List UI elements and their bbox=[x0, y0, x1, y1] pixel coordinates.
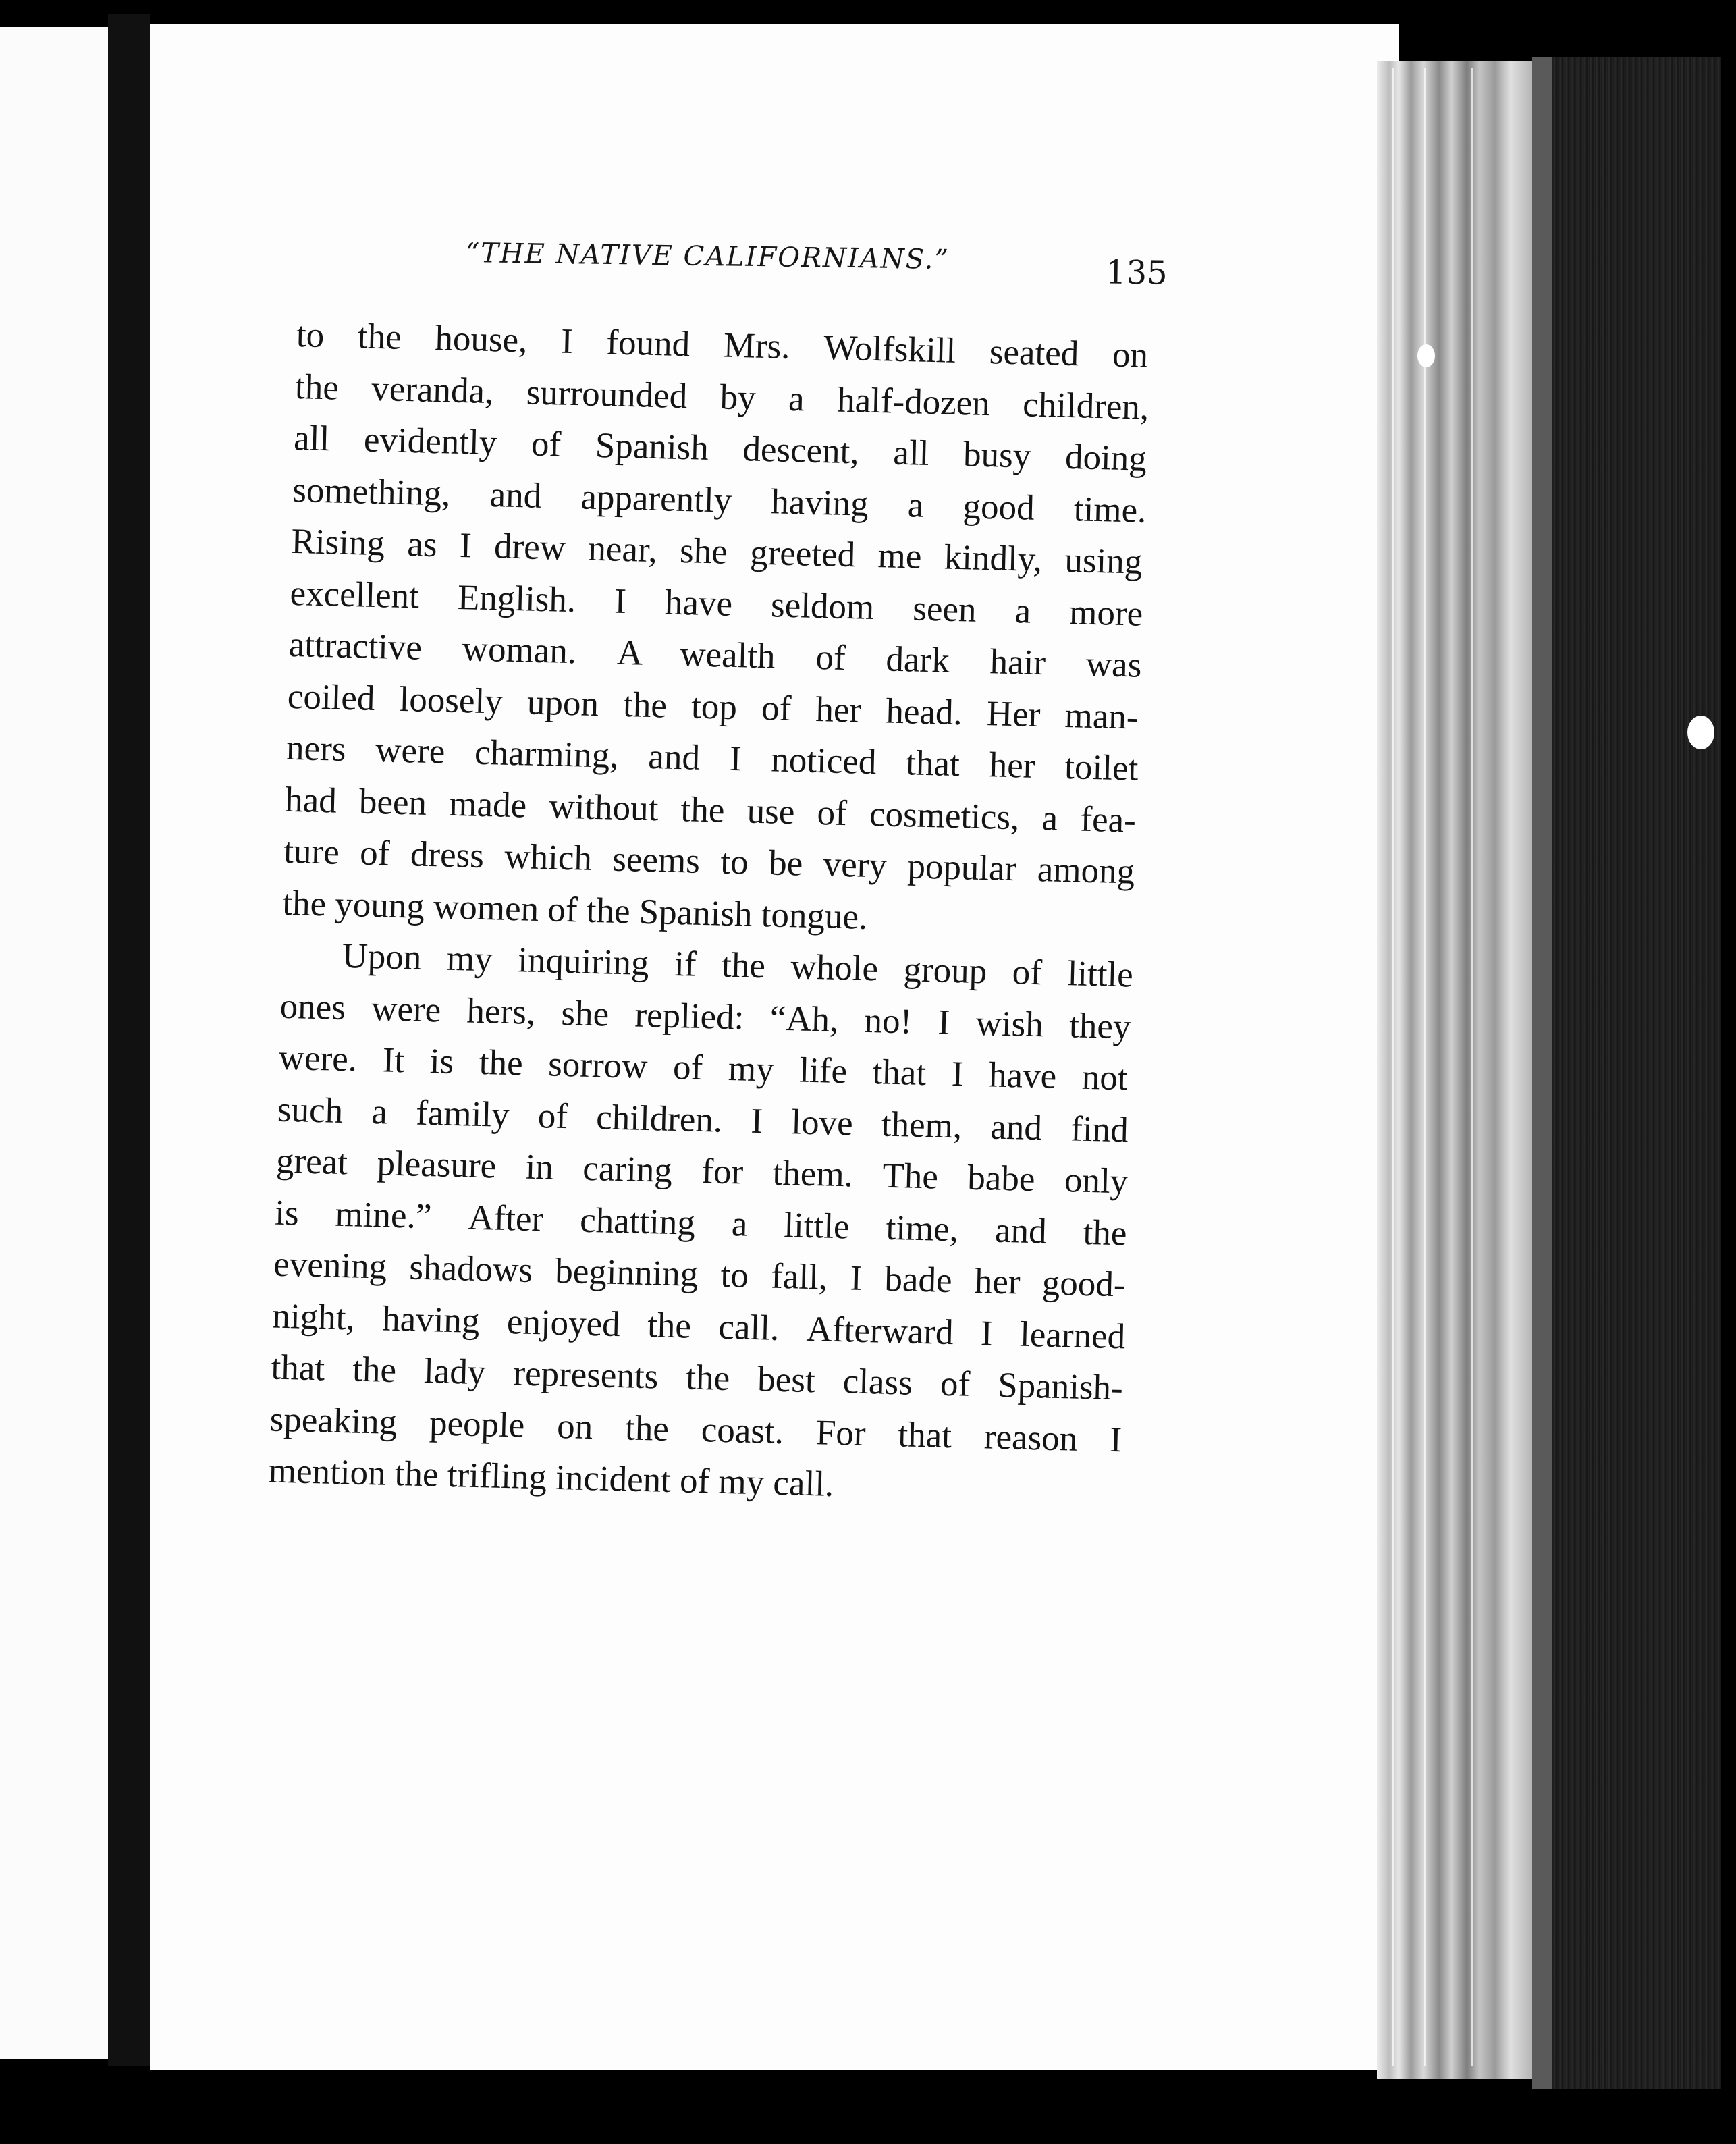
text-line: the veranda, surrounded by a half-dozen children, bbox=[294, 367, 1149, 427]
text-line: speaking people on the coast. For that reason I bbox=[269, 1399, 1122, 1459]
facing-page-edge bbox=[0, 27, 108, 2059]
text-line: evening shadows beginning to fall, I bade her good- bbox=[273, 1244, 1127, 1305]
running-head: “THE NATIVE CALIFORNIANS.” bbox=[465, 238, 950, 276]
text-line: ones were hers, she replied: “Ah, no! I wish they bbox=[279, 986, 1132, 1046]
text-line: ners were charming, and I noticed that her toilet bbox=[286, 728, 1139, 788]
text-line: coiled loosely upon the top of her head. Her man- bbox=[287, 676, 1139, 737]
text-line: the young women of the Spanish tongue. bbox=[281, 883, 868, 937]
page-number: 135 bbox=[1105, 253, 1168, 292]
text-line: Rising as I drew near, she greeted me kindly, using bbox=[290, 521, 1143, 582]
page-fore-edge bbox=[1377, 61, 1532, 2079]
text-line: all evidently of Spanish descent, all busy doing bbox=[293, 418, 1147, 479]
text-line: excellent English. I have seldom seen a more bbox=[290, 573, 1143, 634]
fore-edge-line bbox=[1424, 68, 1426, 2066]
text-line: is mine.” After chatting a little time, and the bbox=[274, 1193, 1128, 1253]
text-line: such a family of children. I love them, and find bbox=[277, 1090, 1129, 1150]
text-line: attractive woman. A wealth of dark hair was bbox=[288, 624, 1143, 685]
paper-speck bbox=[1417, 344, 1435, 367]
body-text bbox=[268, 309, 1158, 1518]
text-line: that the lady represents the best class of Spanish- bbox=[270, 1347, 1124, 1408]
book-cover-rim bbox=[1532, 57, 1552, 2089]
fore-edge-line bbox=[1471, 68, 1473, 2066]
book-gutter bbox=[108, 14, 150, 2066]
fore-edge-line bbox=[1392, 68, 1394, 2066]
text-line: great pleasure in caring for them. The babe only bbox=[275, 1141, 1129, 1202]
text-line: night, having enjoyed the call. Afterward I learned bbox=[271, 1296, 1126, 1356]
text-line: something, and apparently having a good time. bbox=[292, 470, 1147, 531]
text-line: Upon my inquiring if the whole group of little bbox=[341, 936, 1134, 995]
text-line: to the house, I found Mrs. Wolfskill seated on bbox=[296, 315, 1149, 375]
book-cover-edge bbox=[1552, 57, 1721, 2089]
text-line: were. It is the sorrow of my life that I have not bbox=[278, 1038, 1129, 1098]
text-line: ture of dress which seems to be very popular among bbox=[283, 831, 1135, 892]
text-line: had been made without the use of cosmetics, a fea- bbox=[284, 780, 1137, 840]
text-line: mention the trifling incident of my call. bbox=[268, 1451, 834, 1504]
paper-speck bbox=[1687, 716, 1714, 749]
